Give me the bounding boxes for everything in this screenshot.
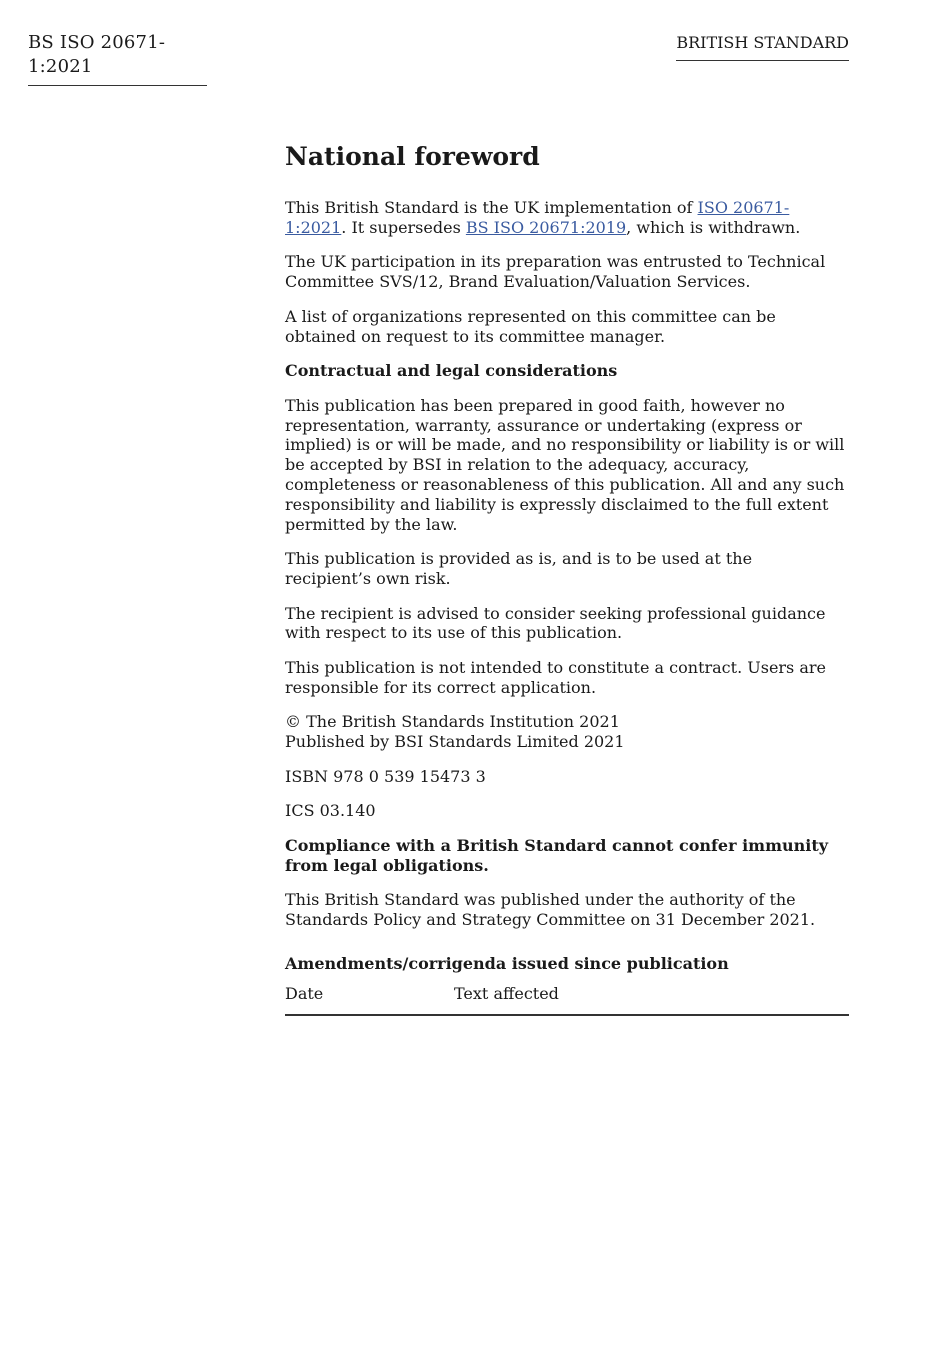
- implementation-paragraph: [285, 198, 849, 238]
- contractual-heading: Contractual and legal considerations: [285, 361, 618, 381]
- amendments-heading: Amendments/corrigenda issued since publication: [285, 953, 729, 973]
- foreword-content: [285, 140, 849, 1016]
- ics-code: ICS 03.140: [285, 801, 376, 821]
- provided-as-is-paragraph: [285, 549, 849, 589]
- publisher-line: Published by BSI Standards Limited 2021: [285, 732, 625, 752]
- column-header-text-affected: Text affected: [454, 984, 849, 1015]
- copyright-line: © The British Standards Institution 2021: [285, 712, 620, 732]
- document-id: BS ISO 20671-1:2021: [28, 31, 207, 86]
- isbn: ISBN 978 0 539 15473 3: [285, 766, 486, 786]
- iso-standard-link[interactable]: ISO 20671-1:2021: [285, 198, 790, 237]
- implementation-text: This British Standard is the UK implementation of: [285, 198, 698, 217]
- provided-as-is-line-2: recipient’s own risk.: [285, 568, 451, 588]
- authority-paragraph: This British Standard was published under the authority of the Standards Policy and Strategy Committee on 31 December 2021.: [285, 890, 816, 930]
- good-faith-paragraph: This publication has been prepared in good faith, however no representation, warranty, assurance or undertaking (express or implied) is or will be made, and no responsibility or liability is or will be accepted by BSI in relation to the adequacy, accuracy, completeness or reasonableness of this publication. All and any such responsibility and liability is expressly disclaimed to the full extent permitted by the law.: [285, 395, 845, 534]
- withdrawn-text: , which is withdrawn.: [626, 217, 801, 237]
- amendments-header-row: [285, 984, 849, 1015]
- guidance-paragraph: The recipient is advised to consider seeking professional guidance with respect to its use of this publication.: [285, 603, 826, 643]
- compliance-statement: Compliance with a British Standard cannot confer immunity from legal obligations.: [285, 835, 829, 875]
- superseded-standard-link[interactable]: BS ISO 20671:2019: [465, 217, 627, 237]
- column-header-date: Date: [285, 984, 454, 1015]
- copyright-block: [285, 712, 849, 752]
- supersedes-text: . It supersedes: [341, 217, 466, 237]
- page-title: National foreword: [285, 142, 540, 171]
- series-label: BRITISH STANDARD: [676, 32, 849, 61]
- amendments-table: [285, 984, 849, 1016]
- participation-paragraph: The UK participation in its preparation was entrusted to Technical Committee SVS/12, Brand Evaluation/Valuation Services.: [285, 252, 826, 292]
- contract-paragraph: This publication is not intended to constitute a contract. Users are responsible for its correct application.: [285, 657, 827, 697]
- organizations-paragraph: A list of organizations represented on this committee can be obtained on request to its committee manager.: [285, 306, 776, 346]
- provided-as-is-line-1: This publication is provided as is, and is to be used at the: [285, 549, 753, 569]
